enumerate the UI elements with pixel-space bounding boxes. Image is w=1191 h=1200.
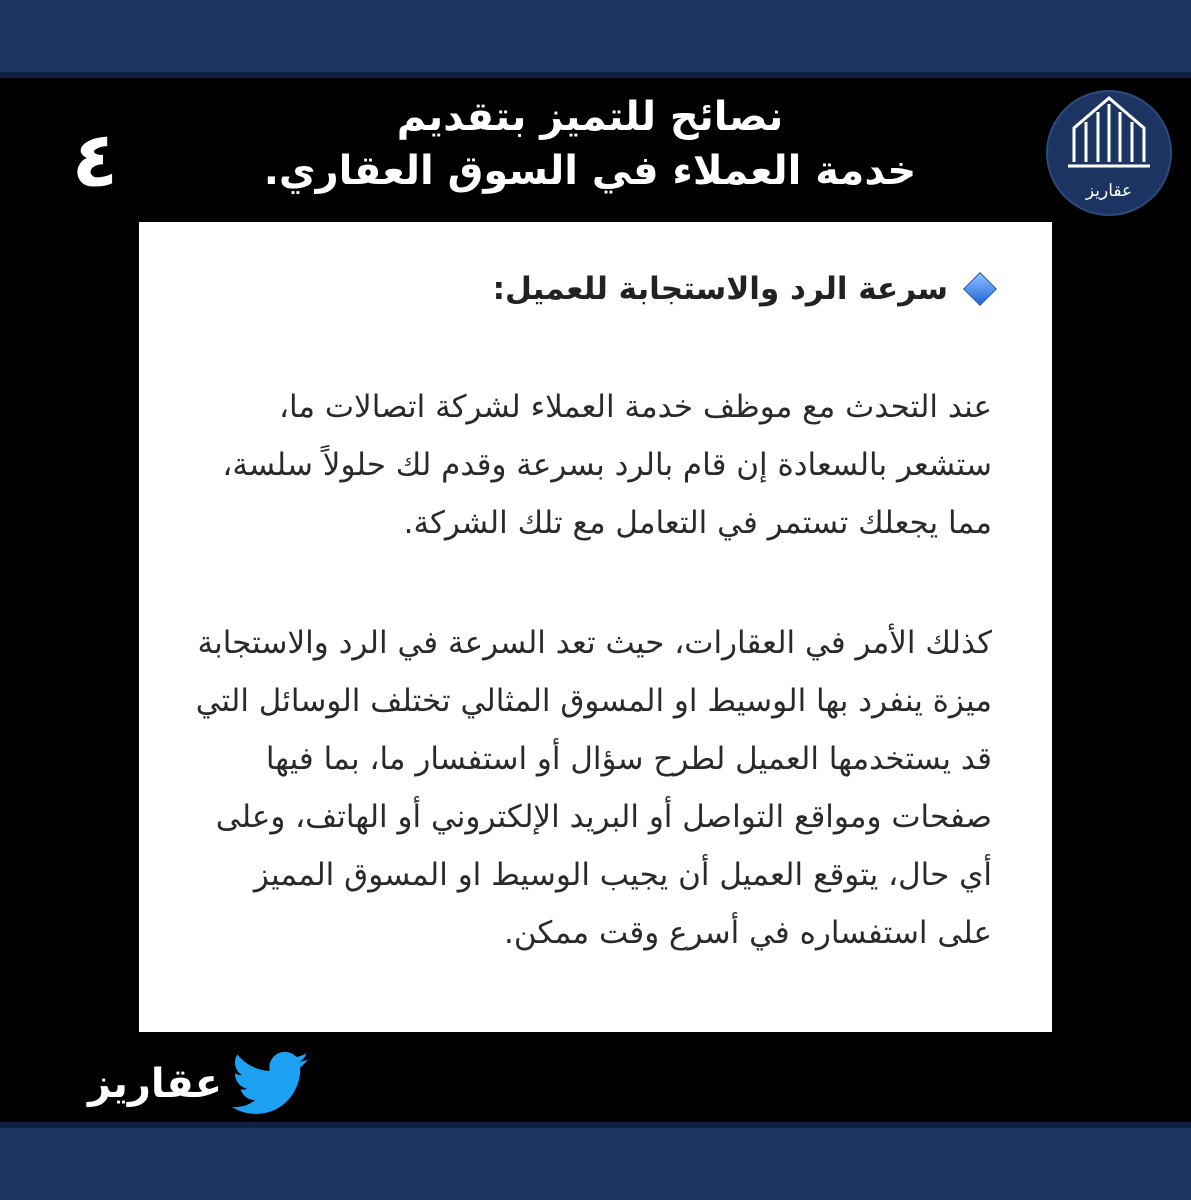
logo-text: عقاريز: [1085, 181, 1133, 201]
page-number: ٤: [71, 115, 119, 204]
bottom-band: [0, 1122, 1191, 1200]
section-heading-text: سرعة الرد والاستجابة للعميل:: [492, 271, 948, 307]
title-line-2: خدمة العملاء في السوق العقاري.: [263, 148, 917, 194]
section-heading: [192, 264, 992, 314]
twitter-bird-icon: [232, 1051, 310, 1117]
content-card: [139, 222, 1052, 1032]
page-title: [250, 90, 930, 198]
twitter-handle: عقاريز: [88, 1061, 223, 1107]
paragraph-1: عند التحدث مع موظف خدمة العملاء لشركة اتصالات ما، ستشعر بالسعادة إن قام بالرد بسرعة وقدم لك حلولاً سلسة، مما يجعلك تستمر في التعامل مع تلك الشركة.: [222, 389, 992, 541]
top-band: [0, 0, 1191, 78]
paragraph-2: كذلك الأمر في العقارات، حيث تعد السرعة في الرد والاستجابة ميزة ينفرد بها الوسيط او المسوق المثالي تختلف الوسائل التي قد يستخدمها العميل لطرح سؤال أو استفسار ما، بما فيها صفحات ومواقع التواصل أو البريد الإلكتروني أو الهاتف، وعلى أي حال، يتوقع العميل أن يجيب الوسيط او المسوق المميز على استفساره في أسرع وقت ممكن.: [195, 625, 992, 951]
footer-brand: [88, 1048, 310, 1120]
blue-diamond-icon: [963, 272, 997, 306]
company-logo: [1046, 82, 1172, 224]
title-line-1: نصائح للتميز بتقديم: [396, 94, 784, 140]
